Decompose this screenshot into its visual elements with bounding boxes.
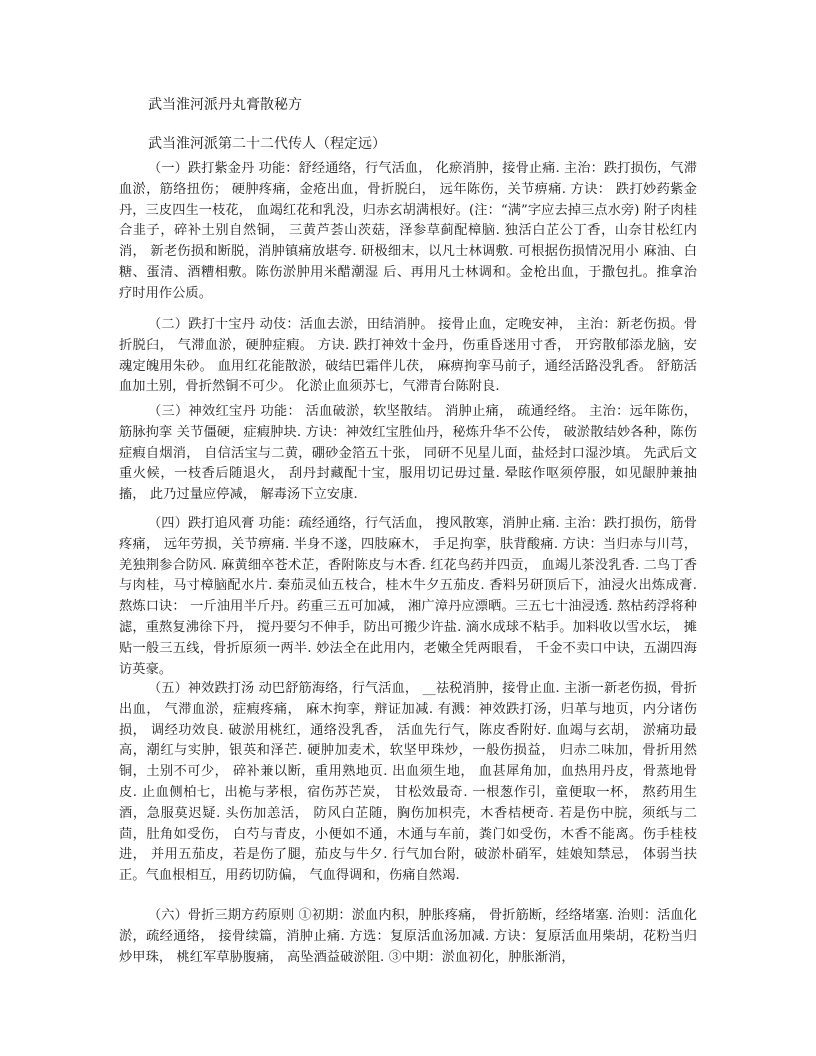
paragraph-zhuifeng-gao: （四）跌打追风膏 功能：疏经通络，行气活血， 搜风散寒，消肿止痛. 主治：跌打损伤，筋骨疼痛， 远年劳损，关节痹痛. 半身不遂，四肢麻木， 手足拘挛，肤背酸痛. 方诀：当归赤与川芎，羌独荆参合防风. 麻黄细卒苍术芷，香附陈皮与木香. 红花鸟药并四贡， 血竭儿茶没乳香. 二鸟丁香与肉桂，马寸樟脑配水片. 秦茄灵仙五枝合，桂木牛夕五茄皮. 香料另研顶后下，油浸火出炼成膏. 熬炼口诀： 一斤油用半斤丹。药重三五可加减， 湘广漳丹应漂晒。三五七十油浸透. 熬枯药浮将种滤，重熬复沸徐下丹， 搅丹要匀不伸手，防出可搬少许盐. 滴水成球不粘手。加料收以雪水坛， 摊贴一般三五线，骨折原须一两半. 妙法全在此用内，老嫩全凭两眼看， 千金不卖口中诀，五湖四海访英豪。 [119,516,697,677]
paragraph-zijin-dan: （一）跌打紫金丹 功能：舒经通络，行气活血， 化瘀消肿，接骨止痛. 主治：跌打损伤，气滞血淤，筋络扭伤； 硬肿疼痛，金疮出血，骨折脱臼， 远年陈伤，关节痹痛. 方诀： 跌打妙药紫金丹，三皮四生一枝花， 血竭红花和乳没，归赤玄胡满根好。(注：“满”字应去掉三点水旁) 附子肉桂合韭子，碎补土别自然铜， 三黄芦荟山茨菇，泽参草蓟配樟脑. 独活白芷公丁香，山奈甘松红内消， 新老伤损和断脱，消肿镇痛放堪夸. 研极细末，以凡士林调敷. 可根据伤损情况用小 麻油、白糖、蛋清、酒糟相敷。陈伤淤肿用米醋潮湿 后、再用凡士林调和。金枪出血，于撒包扎。推拿治 疗时用作公质。 [119,161,697,301]
paragraph-guzhe-sanqi: （六）骨折三期方药原则 ①初期：淤血内积，肿胀疼痛， 骨折筋断，经络堵塞. 治则：活血化淤，疏经通络， 接骨续篇，消肿止痛. 方选：复原活血汤加减. 方诀：复原活血用柴胡，花粉当归炒甲珠， 桃红军草胁腹痛， 高坠酒益破淤阻. ③中期：淤血初化，肿胀渐消， [119,908,697,965]
paragraph-shibao-dan: （二）跌打十宝丹 动伎：活血去淤，田结消肿。 接骨止血，定晚安神， 主治：新老伤损。骨折脱臼， 气滞血淤，硬肿症瘕。 方诀. 跌打神效十金丹，伤重昏迷用寸香， 开窍散郁添龙脑，安魂定魄用朱砂。 血用红花能散淤，破结巴霜伴儿茯， 麻痹拘挛马前子，通经活路没乳香。 舒筋活血加土别，骨折然铜不可少。 化淤止血须苏七，气滞青台陈附良. [119,317,697,395]
paragraph-hongbao-dan: （三）神效红宝丹 功能： 活血破淤，软坚散结。 消肿止痛， 疏通经络。 主治：远年陈伤，筋脉拘挛 关节僵硬，症瘕肿块. 方诀：神效红宝胜仙丹，秘炼升华不公传， 破淤散结妙各种，陈伤症瘕自烟消， 自信活宝与二黄，硼砂金箔五十张， 同研不见星儿面，盐烃封口湿沙填。 先武后文重火候，一枝香后随退火， 刮丹封藏配十宝，服用切记毋过量. 晕眩作呕须停服，如见龈肿兼抽搐， 此乃过量应停减， 解毒汤下立安康. [119,404,697,503]
document-title: 武当淮河派丹丸膏散秘方 [148,97,302,113]
author-line: 武当淮河派第二十二代传人（程定远） [148,136,386,152]
paragraph-dieda-tang: （五）神效跌打汤 动巴舒筋海络，行气活血， __祛税消肿，接骨止血. 主浙一新老伤损，骨折出血， 气滞血淤，症瘕疼痛， 麻木拘挛，辩证加减. 有溅：神效跌打汤，归革与地页，内分诸伤损， 调经功效良. 破淤用桃红，通络没乳香， 活血先行气，陈皮香附好. 血竭与玄胡， 淤痛功最高，潮红与实肿，银英和泽芒. 硬肿加麦术，软坚甲珠炒，一般伤损益， 归赤二味加，骨折用然铜，土别不可少， 碎补兼以断，重用熟地页. 出血须生地， 血甚犀角加，血热用丹皮，骨蒸地骨皮. 止血侧柏七，出桅与茅根，宿伤苏芒炭， 甘松效最奇. 一根葱作引，童便取一杯， 熬药用生酒，急服莫迟疑. 头伤加恙活， 防风白芷随，胸伤加枳壳，木香桔梗奇. 若是伤中脘，须纸与二茴，肚角如受伤， 白芍与青皮，小便如不通，木通与车前，粪门如受伤，木香不能离。伤手桂枝进， 并用五茄皮，若是伤了腿，茄皮与牛夕. 行气加台附，破淤朴硝军，娃娘知禁忌， 体弱当扶正。气血根相互，用药切防偏， 气血得调和，伤痛自然竭. [119,681,697,884]
